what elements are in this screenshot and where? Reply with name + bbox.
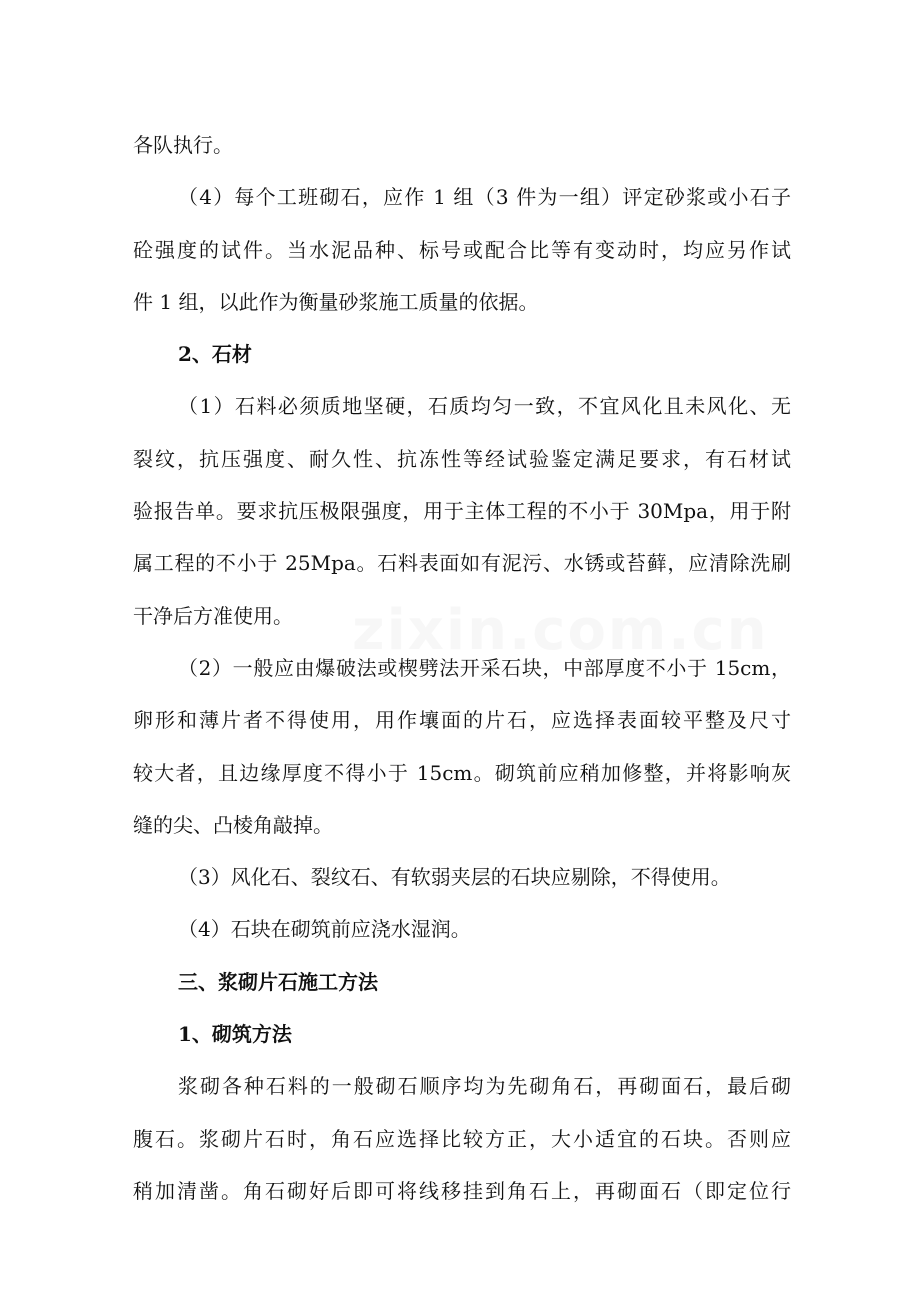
- section-heading: 1、砌筑方法: [178, 1022, 292, 1047]
- text-line: 浆砌各种石料的一般砌石顺序均为先砌角石，再砌面石，最后砌: [178, 1074, 791, 1099]
- text-line: 各队执行。: [133, 133, 233, 157]
- text-line: 验报告单。要求抗压极限强度，用于主体工程的不小于 30Mpa，用于附: [133, 499, 791, 524]
- text-line: （4）石块在砌筑前应浇水湿润。: [178, 917, 471, 942]
- watermark: zixin.com.cn: [352, 598, 769, 663]
- text-line: 较大者，且边缘厚度不得小于 15cm。砌筑前应稍加修整，并将影响灰: [133, 760, 791, 785]
- text-line: 裂纹，抗压强度、耐久性、抗冻性等经试验鉴定满足要求，有石材试: [133, 446, 791, 471]
- text-line: （1）石料必须质地坚硬，石质均匀一致，不宜风化且未风化、无: [178, 394, 791, 419]
- text-line: 件 1 组，以此作为衡量砂浆施工质量的依据。: [133, 289, 539, 314]
- text-line: （2）一般应由爆破法或楔劈法开采石块，中部厚度不小于 15cm，: [178, 655, 791, 680]
- text-line: 砼强度的试件。当水泥品种、标号或配合比等有变动时，均应另作试: [133, 237, 791, 262]
- text-line: 缝的尖、凸棱角敲掉。: [133, 812, 333, 837]
- text-line: 稍加清凿。角石砌好后即可将线移挂到角石上，再砌面石（即定位行: [133, 1178, 791, 1203]
- document-body: [133, 132, 791, 1230]
- text-line: 干净后方准使用。: [133, 603, 293, 628]
- text-line: 卵形和薄片者不得使用，用作壤面的片石，应选择表面较平整及尺寸: [133, 708, 791, 733]
- text-line: （3）风化石、裂纹石、有软弱夹层的石块应剔除，不得使用。: [178, 865, 731, 890]
- text-line: （4）每个工班砌石，应作 1 组（3 件为一组）评定砂浆或小石子: [178, 185, 791, 210]
- text-line: 属工程的不小于 25Mpa。石料表面如有泥污、水锈或苔藓，应清除洗刷: [133, 551, 791, 576]
- section-heading: 三、浆砌片石施工方法: [178, 969, 378, 994]
- section-heading: 2、石材: [178, 342, 252, 367]
- text-line: 腹石。浆砌片石时，角石应选择比较方正，大小适宜的石块。否则应: [133, 1126, 791, 1151]
